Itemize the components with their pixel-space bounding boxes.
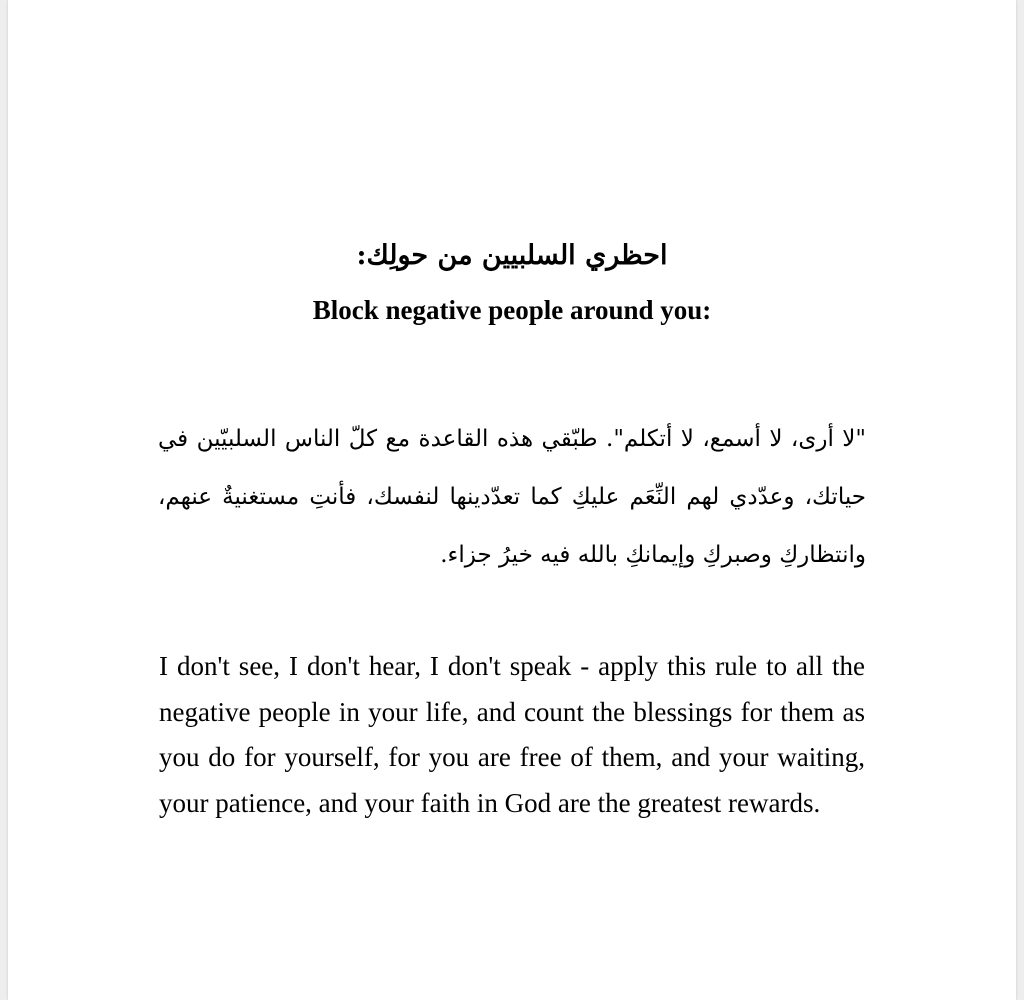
arabic-paragraph: "لا أرى، لا أسمع، لا أتكلم". طبّقي هذه القاعدة مع كلّ الناس السلبيّين في حياتك، وعدّدي لهم النِّعَم عليكِ كما تعدّدينها لنفسك، فأنتِ مستغنيةٌ عنهم، وانتظاركِ وصبركِ وإيمانكِ بالله فيه خيرُ جزاء. (158, 426, 866, 568)
english-paragraph: I don't see, I don't hear, I don't speak - apply this rule to all the negative people in your life, and count the blessings for them as you do for yourself, for you are free of them, and your waiting, your patience, and your faith in God are the greatest rewards. (159, 651, 865, 818)
arabic-heading: احظري السلبيين من حولِك: (356, 240, 668, 271)
english-heading: Block negative people around you: (312, 295, 712, 325)
document-page (8, 0, 1016, 1000)
